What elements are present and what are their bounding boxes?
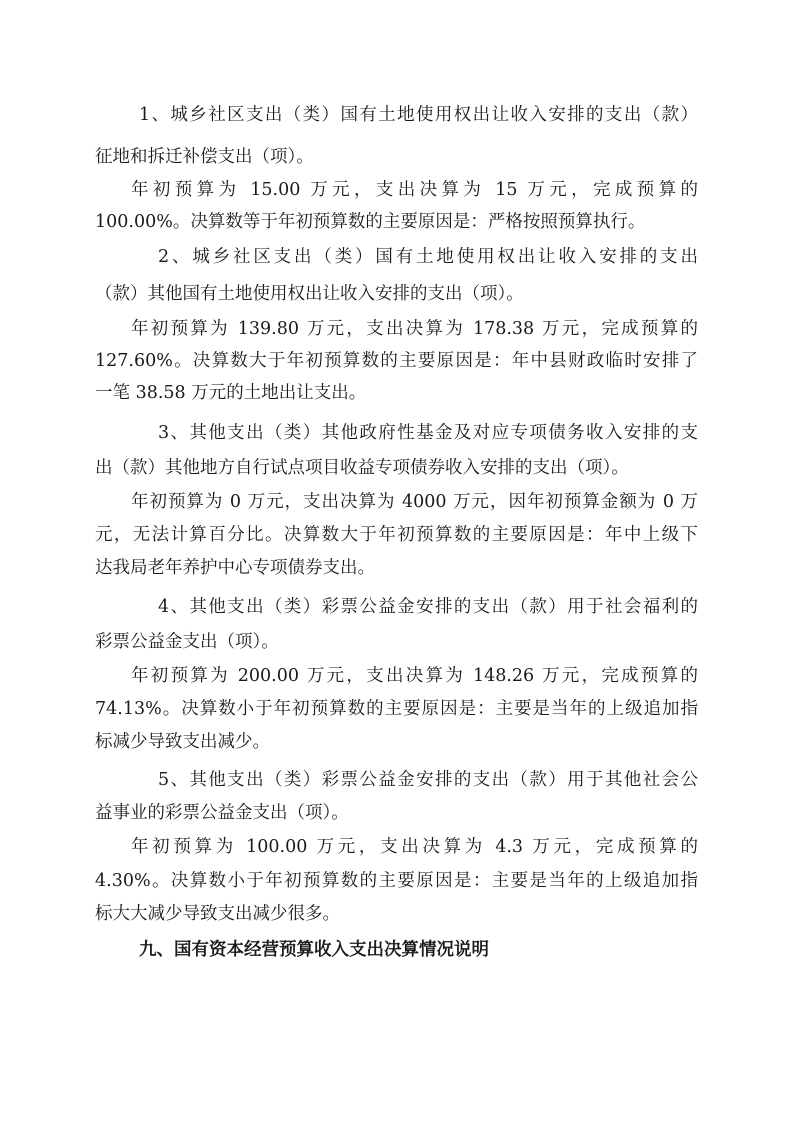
paragraph-3-line-2: （款）其他国有土地使用权出让收入安排的支出（项）。 <box>95 284 524 304</box>
paragraph-1-line-1: 1、城乡社区支出（类）国有土地使用权出让收入安排的支出（款） <box>139 105 698 125</box>
paragraph-4-line-1: 年初预算为 139.80 万元，支出决算为 178.38 万元，完成预算的 <box>131 319 698 339</box>
paragraph-6-line-1: 年初预算为 0 万元，支出决算为 4000 万元，因年初预算金额为 0 万 <box>131 492 698 512</box>
paragraph-1-line-2: 征地和拆迁补偿支出（项）。 <box>95 147 314 167</box>
paragraph-10-line-2: 4.30%。决算数小于年初预算数的主要原因是：主要是当年的上级追加指 <box>95 871 698 891</box>
paragraph-9-line-1: 5、其他支出（类）彩票公益金安排的支出（款）用于其他社会公 <box>158 770 698 790</box>
paragraph-4-line-3: 一笔 38.58 万元的土地出让支出。 <box>95 383 367 403</box>
paragraph-7-line-2: 彩票公益金支出（项）。 <box>95 632 279 652</box>
paragraph-5-line-2: 出（款）其他地方自行试点项目收益专项债券收入安排的支出（项）。 <box>95 458 629 478</box>
paragraph-4-line-2: 127.60%。决算数大于年初预算数的主要原因是：年中县财政临时安排了 <box>95 351 698 371</box>
paragraph-5-line-1: 3、其他支出（类）其他政府性基金及对应专项债务收入安排的支 <box>158 423 698 443</box>
paragraph-8-line-3: 标减少导致支出减少。 <box>95 732 270 752</box>
paragraph-3-line-1: 2、城乡社区支出（类）国有土地使用权出让收入安排的支出 <box>158 247 698 267</box>
paragraph-6-line-3: 达我局老年养护中心专项债券支出。 <box>95 558 375 578</box>
paragraph-8-line-1: 年初预算为 200.00 万元，支出决算为 148.26 万元，完成预算的 <box>131 666 698 686</box>
section-heading: 九、国有资本经营预算收入支出决算情况说明 <box>139 940 489 960</box>
paragraph-9-line-2: 益事业的彩票公益金支出（项）。 <box>95 803 349 823</box>
paragraph-7-line-1: 4、其他支出（类）彩票公益金安排的支出（款）用于社会福利的 <box>158 597 698 617</box>
paragraph-8-line-2: 74.13%。决算数小于年初预算数的主要原因是：主要是当年的上级追加指 <box>95 699 698 719</box>
paragraph-2-line-2: 100.00%。决算数等于年初预算数的主要原因是：严格按照预算执行。 <box>95 212 646 232</box>
paragraph-6-line-2: 元，无法计算百分比。决算数大于年初预算数的主要原因是：年中上级下 <box>95 525 698 545</box>
paragraph-10-line-1: 年初预算为 100.00 万元，支出决算为 4.3 万元，完成预算的 <box>131 837 698 857</box>
paragraph-2-line-1: 年初预算为 15.00 万元，支出决算为 15 万元，完成预算的 <box>131 180 698 200</box>
paragraph-10-line-3: 标大大减少导致支出减少很多。 <box>95 904 340 924</box>
